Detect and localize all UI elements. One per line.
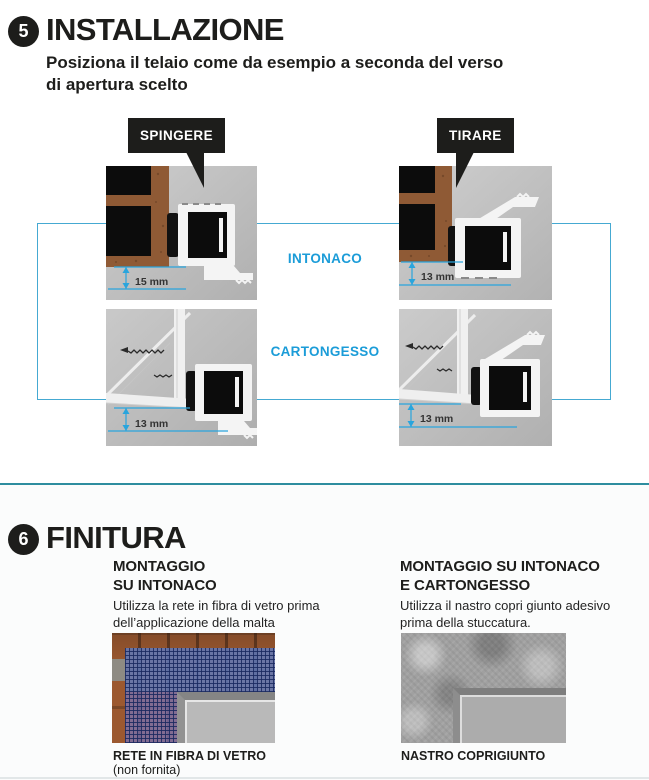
cross-section-drawing: [399, 309, 552, 446]
push-pointer-triangle-icon: [186, 152, 204, 188]
joint-tape-photo: [401, 633, 566, 743]
mesh-left-band: [125, 692, 177, 743]
heading-line-2: SU INTONACO: [113, 577, 217, 594]
cross-section-drawing: [106, 166, 257, 300]
step-6-badge: [8, 524, 39, 555]
dimension-label: 13 mm: [135, 418, 169, 430]
cross-section-push-intonaco-image: [106, 166, 257, 300]
pull-label: TIRARE: [437, 118, 514, 153]
pull-pointer-triangle-icon: [456, 152, 474, 188]
body-line-1: Utilizza la rete in fibra di vetro prima: [113, 598, 320, 613]
left-photo-caption: RETE IN FIBRA DI VETRO: [113, 749, 267, 763]
body-line-2: prima della stuccatura.: [400, 614, 531, 630]
subtitle-line-2: di apertura scelto: [46, 74, 188, 94]
heading-line-1: MONTAGGIO SU INTONACO: [400, 558, 600, 575]
right-photo-caption: NASTRO COPRIGIUNTO: [401, 749, 546, 763]
page-bottom-rule: [0, 777, 649, 779]
right-column-heading: [400, 557, 600, 595]
left-column-body: [113, 598, 320, 631]
step-6-number: 6: [18, 529, 29, 549]
cross-section-drawing: [399, 166, 552, 300]
mesh-top-band: [125, 648, 275, 692]
fiberglass-mesh-photo: [112, 633, 275, 743]
cross-section-push-cartongesso-image: [106, 309, 257, 446]
row-label-intonaco: INTONACO: [287, 251, 363, 266]
step-5-number: 5: [18, 21, 29, 41]
dimension-label: 15 mm: [135, 276, 169, 288]
dimension-label: 13 mm: [420, 413, 454, 425]
left-column-heading: [113, 557, 217, 595]
section-5-subtitle: [46, 52, 503, 95]
body-line-1: Utilizza il nastro copri giunto adesivo: [400, 598, 611, 613]
cross-section-pull-intonaco-image: [399, 166, 552, 300]
cross-section-pull-cartongesso-image: [399, 309, 552, 446]
left-photo-caption-note: (non fornita): [113, 763, 181, 777]
step-5-badge: [8, 16, 39, 47]
door-frame-corner: [453, 688, 566, 743]
door-frame-corner: [177, 692, 275, 743]
cross-section-drawing: [106, 309, 257, 446]
mortar-block: [112, 659, 125, 681]
section-6-title: FINITURA: [46, 520, 186, 555]
heading-line-2: E CARTONGESSO: [400, 577, 531, 594]
body-line-2: dell’applicazione della malta: [113, 614, 275, 630]
subtitle-line-1: Posiziona il telaio come da esempio a seconda del verso: [46, 53, 504, 72]
heading-line-1: MONTAGGIO: [113, 558, 206, 575]
push-label: SPINGERE: [128, 118, 225, 153]
row-label-cartongesso: CARTONGESSO: [270, 344, 380, 359]
section-5-title: INSTALLAZIONE: [46, 12, 284, 47]
right-column-body: [400, 598, 610, 631]
dimension-label: 13 mm: [421, 271, 455, 283]
